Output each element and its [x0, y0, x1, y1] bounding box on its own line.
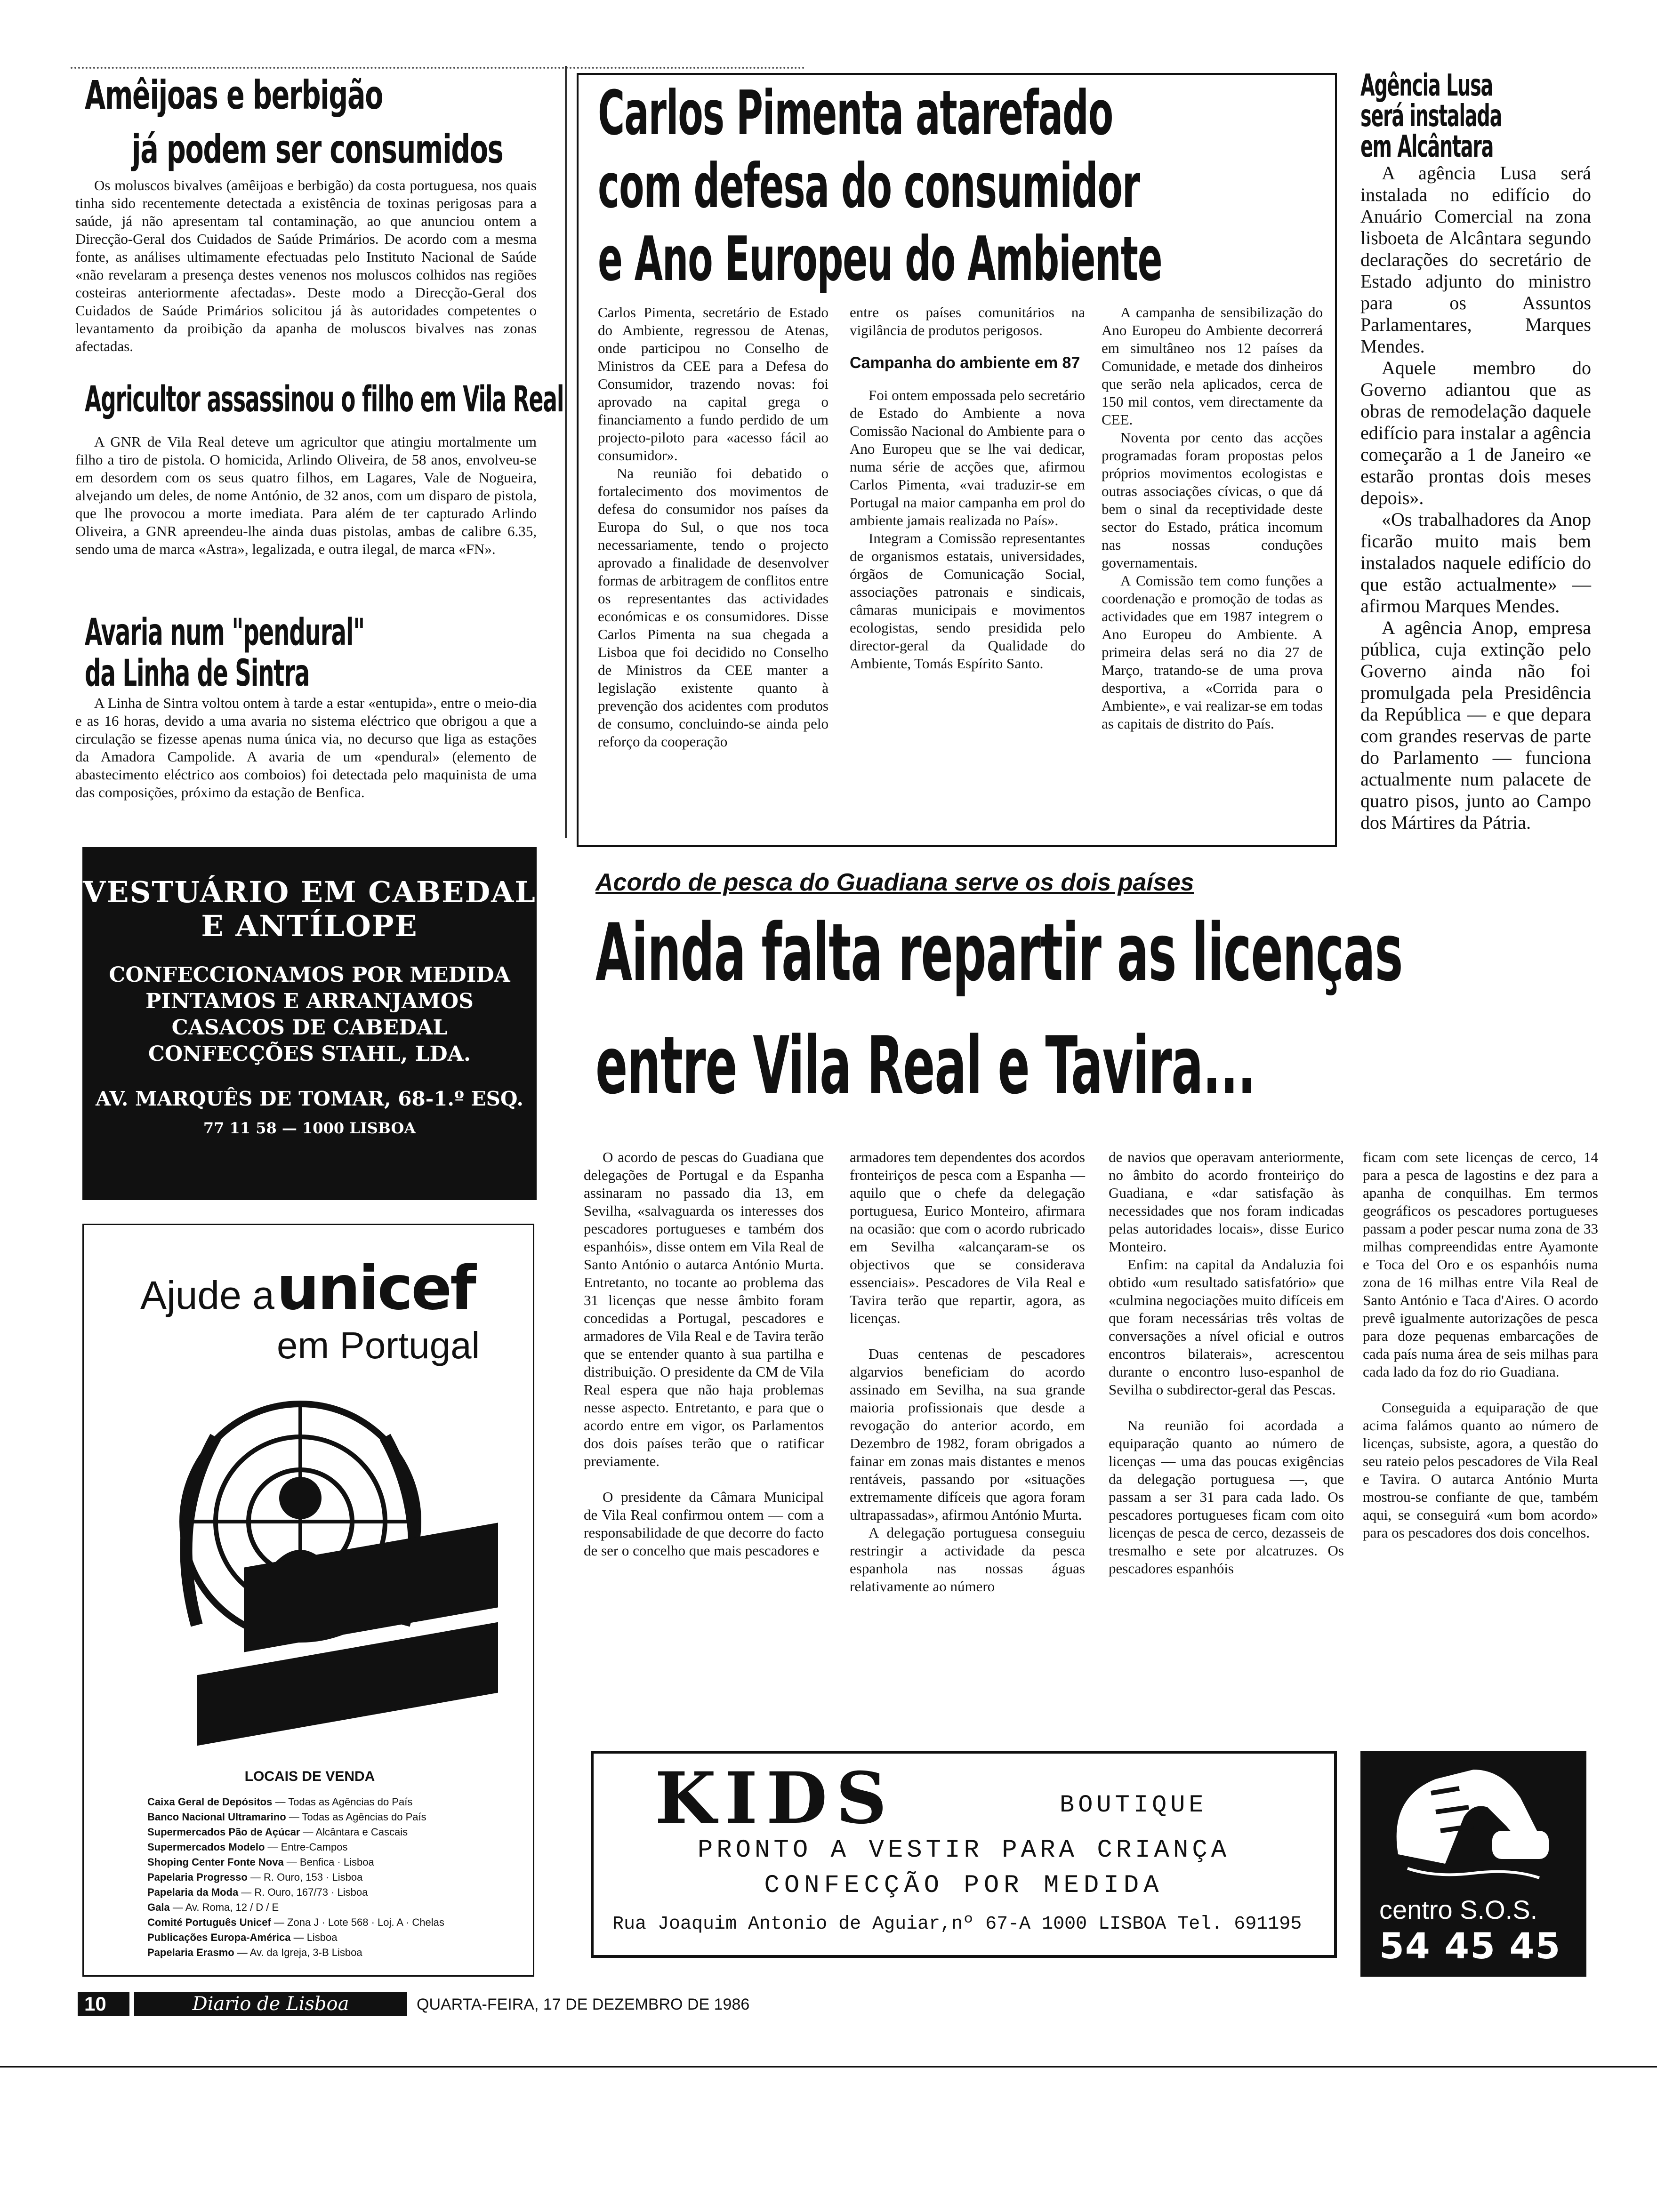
- guadiana-col2-p2: Duas centenas de pescadores algarvios beneficiam do acordo assinado em Sevilha, na sua grande maioria profissionais que desde a revogação do anterior acordo, em Dezembro de 1982, foram obrigados a fainar em zonas mais distantes e menos rentáveis, passando por «situações extremamente difíceis que agora foram ultrapassadas», afirmou António Murta.: [850, 1346, 1085, 1523]
- footer-rule: [0, 2066, 1657, 2068]
- locais-row: Publicações Europa-América — Lisboa: [147, 1931, 338, 1943]
- lead-col2-top: entre os países comunitários na vigilância de produtos perigosos.: [850, 304, 1085, 338]
- ad-kids-brand: KIDS: [655, 1757, 895, 1840]
- ad-unicef-brand: unicef: [276, 1253, 475, 1323]
- lusa-p3: «Os trabalhadores da Anop ficarão muito mais bem instalados naquele edifício do que estão actualmente» — afirmou Marques Mendes.: [1360, 509, 1591, 617]
- guadiana-title-line1: Ainda falta repartir as licenças: [595, 906, 1403, 999]
- lead-col2-p1: Foi ontem empossada pelo secretário de Estado do Ambiente a nova Comissão Nacional do Ambiente para o Ano Europeu que se lhe vai dedicar, numa série de acções que, afirmou Carlos Pimenta, «vai traduzir-se em Portugal na maior campanha em prol do ambiente jamais realizada no País».: [850, 387, 1085, 529]
- lusa-p4: A agência Anop, empresa pública, cuja extinção pelo Governo ainda não foi promulgada pela Presidência da República — e que depara com grandes reservas de parte do Parlamento — funciona actualmente num palacete de quatro pisos, junto ao Campo dos Mártires da Pátria.: [1360, 617, 1591, 833]
- lusa-title-line2: será instalada: [1360, 99, 1502, 134]
- ad-kids: [591, 1751, 1337, 1958]
- ad-sos: [1360, 1751, 1586, 1977]
- ad-kids-line2: CONFECÇÃO POR MEDIDA: [764, 1871, 1164, 1900]
- brief3-title-line2: da Linha de Sintra: [85, 652, 310, 695]
- lusa-p1: A agência Lusa será instalada no edifício do Anuário Comercial na zona lisboeta de Alcântara segundo declarações do secretário de Estado adjunto do ministro para os Assuntos Parlamentares, Marques Mendes.: [1360, 162, 1591, 357]
- guadiana-column-3: [1109, 1148, 1344, 1578]
- lead-col1-p2: Na reunião foi debatido o fortalecimento dos movimentos de defesa do consumidor nos países da Europa do Sul, o que nos toca necessariamente, tendo o projecto aprovado a finalidade de desenvolver formas de arbitragem de conflitos entre os representantes das actividades económicas e os consumidores. Disse Carlos Pimenta na sua chegada a Lisboa que foi decidido no Conselho de Ministros da CEE manter a legislação existente quanto à prevenção dos acidentes com produtos de consumo, concluindo-se ainda pelo reforço da cooperação: [598, 465, 828, 750]
- locais-row: Papelaria Erasmo — Av. da Igreja, 3-B Lisboa: [147, 1947, 362, 1958]
- brief3-paragraph: A Linha de Sintra voltou ontem à tarde a estar «entupida», entre o meio-dia e as 16 horas, devido a uma avaria no sistema eléctrico que obrigou a que a circulação se fizesse apenas numa única via, no decurso que liga as estações da Amadora Campolide. A avaria de um «pendural» (elemento de abastecimento eléctrico aos comboios) foi detectada pelo maquinista de uma das composições, próximo da estação de Benfica.: [75, 695, 537, 801]
- locais-row: Shoping Center Fonte Nova — Benfica · Lisboa: [147, 1856, 374, 1868]
- ad-leather-phone: 77 11 58 — 1000 LISBOA: [203, 1119, 416, 1137]
- brief3-title-line1: Avaria num "pendural": [85, 611, 365, 654]
- guadiana-col2-p1: armadores tem dependentes dos acordos fronteiriços de pesca com a Espanha — aquilo que o chefe da delegação portuguesa, Eurico Monteiro, afirmara na ocasião: que com o acordo rubricado em Sevilha «alcançaram-se os objectivos que se considerava essenciais». Pescadores de Vila Real e Tavira terão que repartir, agora, as licenças.: [850, 1149, 1085, 1326]
- left-column-divider: [565, 66, 567, 838]
- lead-title-line1: Carlos Pimenta atarefado: [598, 77, 1113, 149]
- ad-unicef-prefix: Ajude a: [140, 1273, 274, 1317]
- lusa-title-line3: em Alcântara: [1360, 129, 1494, 164]
- locais-row: Banco Nacional Ultramarino — Todas as Agências do País: [147, 1811, 426, 1823]
- brief1-title-line1: Amêijoas e berbigão: [85, 72, 383, 118]
- brief1-title-line2: já podem ser consumidos: [132, 126, 503, 172]
- brief2-body: [75, 433, 537, 558]
- lead-col3-p2: Noventa por cento das acções programadas foram propostas pelos próprios movimentos ecologistas e outras associações cívicas, o que dá bem o sinal da receptividade deste sector do Estado, prática incomum nas nossas conduções governamentais.: [1102, 429, 1323, 571]
- lead-col2-p2: Integram a Comissão representantes de organismos estatais, universidades, órgãos de Comunicação Social, associações patronais e sindicais, câmaras municipais e movimentos ecologistas, sendo presidida pelo director-geral da Qualidade do Ambiente, Tomás Espírito Santo.: [850, 530, 1085, 672]
- footer-date: QUARTA-FEIRA, 17 DE DEZEMBRO DE 1986: [417, 1996, 750, 2013]
- ad-leather-address: AV. MARQUÊS DE TOMAR, 68-1.º ESQ.: [95, 1087, 524, 1110]
- lead-column-2: [850, 304, 1085, 673]
- lusa-body: [1360, 162, 1591, 834]
- ad-leather-line5: CASACOS DE CABEDAL: [171, 1016, 448, 1040]
- guadiana-col4-p1: ficam com sete licenças de cerco, 14 para a pesca de lagostins e dez para a apanha de conquilhas. Em termos geográficos os pescadores portugueses passam a poder pescar numa zona de 33 milhas compreendidas entre Ayamonte e Toca del Oro e os espanhóis numa zona de 16 milhas entre Vila Real de Santo António e Taca d'Aires. O acordo prevê igualmente autorizações de pesca para doze pequenas embarcações de cada país numa área de seis milhas para cada lado da foz do rio Guadiana.: [1363, 1149, 1598, 1380]
- guadiana-column-4: [1363, 1148, 1598, 1542]
- ad-leather-line2: E ANTÍLOPE: [201, 909, 418, 943]
- ad-sos-label: centro S.O.S.: [1379, 1895, 1538, 1924]
- footer-masthead: Diario de Lisboa: [134, 1992, 407, 2016]
- ad-leather-line1: VESTUÁRIO EM CABEDAL: [83, 875, 536, 909]
- telephone-hand-icon: [1379, 1760, 1568, 1892]
- locais-row: Gala — Av. Roma, 12 / D / E: [147, 1901, 279, 1913]
- lead-col3-p3: A Comissão tem como funções a coordenação e promoção de todas as actividades que em 1987 integrem o Ano Europeu do Ambiente. A primeira delas será no dia 27 de Março, tratando-se de uma prova desportiva, a «Corrida para o Ambiente», e vai realizar-se em todas as capitais de distrito do País.: [1102, 572, 1323, 732]
- guadiana-col1-p2: O presidente da Câmara Municipal de Vila Real confirmou ontem — com a responsabilidade de que decorre do facto de ser o concelho que mais pescadores e: [584, 1489, 824, 1559]
- lead-col1-p1: Carlos Pimenta, secretário de Estado do Ambiente, regressou de Atenas, onde participou no Conselho de Ministros da CEE para a Defesa do Consumidor, trazendo novas: foi aprovado na capital grega o financiamento a fundo perdido de um projecto-piloto para «acesso fácil ao consumidor».: [598, 304, 828, 464]
- locais-row: Comité Português Unicef — Zona J · Lote 568 · Loj. A · Chelas: [147, 1916, 444, 1928]
- lead-subhead: Campanha do ambiente em 87: [850, 354, 1080, 372]
- guadiana-column-2: [850, 1148, 1085, 1595]
- lead-title-line2: com defesa do consumidor: [598, 150, 1140, 222]
- ad-sos-number: 54 45 45: [1379, 1925, 1561, 1967]
- ad-unicef-line2: em Portugal: [277, 1324, 480, 1366]
- footer-page-number: 10: [78, 1992, 129, 2016]
- ad-kids-boutique: BOUTIQUE: [1060, 1791, 1207, 1819]
- guadiana-col3-p2: Enfim: na capital da Andaluzia foi obtido «um resultado satisfatório» que «culmina negociações muito difíceis em que foram necessárias três voltas de conversações a nível oficial e outros encontros bilaterais», acrescentou durante o encontro luso-espanhol de Sevilha o subdirector-geral das Pescas.: [1109, 1256, 1344, 1398]
- brief1-paragraph: Os moluscos bivalves (amêijoas e berbigão) da costa portuguesa, nos quais tinha sido recentemente detectada a existência de toxinas perigosas para a saúde, já não apresentam tal contaminação, ao que anunciou ontem a Direcção-Geral dos Cuidados de Saúde Primários. De acordo com a mesma fonte, as análises ultimamente efectuadas pelo Instituto Nacional de Saúde «não revelaram a presença destes venenos nos moluscos colhidos nas regiões costeiras anteriormente afectadas». Deste modo a Direcção-Geral dos Cuidados de Saúde Primários solicitou já às autoridades competentes o levantamento da proibição da apanha de moluscos bivalves nas zonas afectadas.: [75, 177, 537, 354]
- guadiana-title-line2: entre Vila Real e Tavira...: [595, 1019, 1255, 1112]
- brief1-body: [75, 176, 537, 355]
- top-dotted-rule: [71, 67, 805, 69]
- guadiana-kicker: Acordo de pesca do Guadiana serve os dois países: [595, 869, 1194, 896]
- locais-row: Supermercados Pão de Açúcar — Alcântara e Cascais: [147, 1826, 408, 1838]
- ad-unicef-locais-list: [147, 1795, 524, 1960]
- guadiana-col3-p1: de navios que operavam anteriormente, no âmbito do acordo fronteiriço do Guadiana, e «dar satisfação às necessidades que nos foram indicadas pelas autoridades locais», disse Eurico Monteiro.: [1109, 1149, 1344, 1255]
- ad-leather-line4: PINTAMOS E ARRANJAMOS: [145, 989, 474, 1013]
- brief2-title: Agricultor assassinou o filho em Vila Real: [85, 378, 564, 420]
- locais-row: Papelaria da Moda — R. Ouro, 167/73 · Lisboa: [147, 1886, 368, 1898]
- lead-title-line3: e Ano Europeu do Ambiente: [598, 223, 1162, 295]
- lead-column-3: [1102, 304, 1323, 733]
- lead-column-1: [598, 304, 828, 751]
- ad-kids-line1: PRONTO A VESTIR PARA CRIANÇA: [697, 1836, 1231, 1865]
- ad-unicef-locais-title: LOCAIS DE VENDA: [244, 1769, 375, 1784]
- ad-kids-address: Rua Joaquim Antonio de Aguiar,nº 67-A 1000 LISBOA Tel. 691195: [612, 1914, 1302, 1935]
- brief3-body: [75, 694, 537, 801]
- lusa-p2: Aquele membro do Governo adiantou que as obras de remodelação daquele edifício para instalar a agência começarão a 1 de Janeiro «e estarão prontas dois meses depois».: [1360, 357, 1591, 508]
- ad-leather-line3: CONFECCIONAMOS POR MEDIDA: [109, 963, 510, 987]
- ad-unicef: [82, 1224, 534, 1977]
- locais-row: Caixa Geral de Depósitos — Todas as Agências do País: [147, 1796, 413, 1808]
- ad-leather: [82, 847, 537, 1200]
- guadiana-col2-p3: A delegação portuguesa conseguiu restringir a actividade da pesca espanhola nas nossas águas relativamente ao número: [850, 1524, 1085, 1595]
- guadiana-col1-p1: O acordo de pescas do Guadiana que delegações de Portugal e da Espanha assinaram no passado dia 13, em Sevilha, «salvaguarda os interesses dos pescadores portugueses e também dos espanhóis», disse ontem em Vila Real de Santo António o autarca António Murta. Entretanto, no tocante ao problema das 31 licenças que nesse âmbito foram concedidas a Portugal, pescadores e armadores de Vila Real e de Tavira terão que se entender quanto à sua partilha e distribuição. O presidente da CM de Vila Real espera que não haja problemas nesse aspecto. Entretanto, e para que o acordo entre em vigor, os Parlamentos dos dois países terão que o ratificar previamente.: [584, 1149, 824, 1469]
- guadiana-column-1: [584, 1148, 824, 1560]
- guadiana-col3-p3: Na reunião foi acordada a equiparação quanto ao número de licenças — uma das poucas exigências da delegação portuguesa —, que passam a ser 31 para cada lado. Os pescadores portugueses ficam com oito licenças de pesca de cerco, dezasseis de tresmalho e sete por alcatruzes. Os pescadores espanhóis: [1109, 1417, 1344, 1577]
- lusa-title-line1: Agência Lusa: [1360, 68, 1493, 103]
- locais-row: Supermercados Modelo — Entre-Campos: [147, 1841, 348, 1853]
- brief2-paragraph: A GNR de Vila Real deteve um agricultor que atingiu mortalmente um filho a tiro de pistola. O homicida, Arlindo Oliveira, de 58 anos, envolveu-se em desordem com os seus quatro filhos, em Lagares, Vale de Nogueira, alvejando um deles, de nome António, de 32 anos, com um disparo de pistola, que lhe provocou a morte imediata. Para além de ter capturado Arlindo Oliveira, a GNR apreendeu-lhe ainda duas pistolas, ambas de calibre 6.35, sendo uma de marca «Astra», legalizada, e outra ilegal, de marca «FN».: [75, 433, 537, 557]
- locais-row: Papelaria Progresso — R. Ouro, 153 · Lisboa: [147, 1871, 363, 1883]
- ad-leather-line6: CONFECÇÕES STAHL, LDA.: [148, 1042, 471, 1066]
- guadiana-col4-p2: Conseguida a equiparação de que acima falámos quanto ao número de licenças, subsiste, agora, a questão do seu rateio pelos pescadores de Vila Real e Tavira. O autarca António Murta mostrou-se confiante de que, também aqui, se conseguirá «um bom acordo» para os pescadores dos dois concelhos.: [1363, 1399, 1598, 1541]
- lead-col3-p1: A campanha de sensibilização do Ano Europeu do Ambiente decorrerá em simultâneo nos 12 países da Comunidade, e metade dos dinheiros que serão nela aplicados, cerca de 150 mil contos, vem directamente da CEE.: [1102, 304, 1323, 428]
